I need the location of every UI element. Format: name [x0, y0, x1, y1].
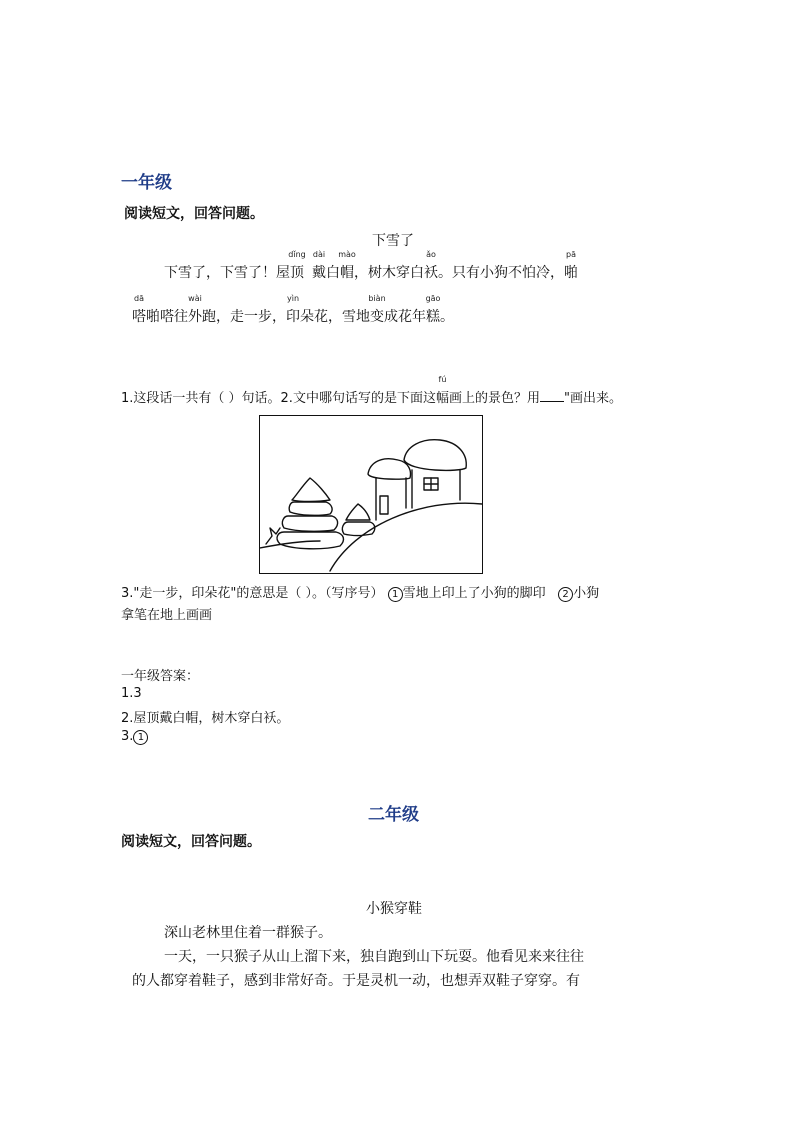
ruby-pa — [564, 250, 578, 282]
question-text: "画出来。 — [563, 391, 622, 406]
text-segment: 。只有小狗不怕冷， — [438, 265, 564, 281]
ruby-char: 顶 — [290, 265, 304, 281]
ruby-gao — [425, 294, 441, 326]
question-text: 画上的景色？用 — [448, 391, 540, 406]
answer-2: 2.屋顶戴白帽，树木穿白袄。 — [121, 711, 290, 726]
pinyin: pā — [566, 250, 576, 259]
pinyin: dài — [312, 250, 326, 259]
ruby-char: 袄 — [424, 265, 438, 281]
snow-scene-illustration — [259, 415, 483, 574]
snow-scene-drawing — [260, 416, 482, 573]
ruby-char: 印 — [286, 309, 300, 325]
answers-label: 一年级答案： — [121, 669, 200, 684]
question-3 — [121, 582, 599, 602]
grade2-heading: 二年级 — [368, 805, 419, 825]
question-1-2 — [121, 375, 622, 406]
ruby-bian — [368, 294, 386, 326]
grade1-heading: 一年级 — [121, 173, 172, 193]
ruby-char: 帽 — [340, 265, 354, 281]
ruby-char: 啪 — [564, 265, 578, 281]
ruby-ding — [288, 250, 306, 282]
answer-3-marker: 1 — [133, 730, 148, 745]
text-segment: ，树木穿白 — [354, 265, 424, 281]
option-2-text: 小狗 — [573, 586, 600, 601]
text-segment: 成花年 — [384, 309, 426, 325]
grade1-instruction: 阅读短文，回答问题。 — [124, 206, 264, 222]
story1-line2 — [132, 294, 672, 330]
underline-blank — [540, 389, 564, 402]
story1-title: 下雪了 — [372, 233, 414, 249]
pinyin: yìn — [286, 294, 300, 303]
pinyin: biàn — [368, 294, 386, 303]
text-segment: 白 — [326, 265, 340, 281]
answer-3 — [121, 729, 148, 745]
ruby-char: 幅 — [435, 391, 449, 406]
ruby-char: 变 — [370, 309, 384, 325]
pinyin: wài — [188, 294, 202, 303]
pinyin: gāo — [425, 294, 441, 303]
pinyin: fú — [438, 375, 447, 384]
text-segment: 朵花，雪地 — [300, 309, 370, 325]
ruby-ao — [424, 250, 438, 282]
ruby-wai — [188, 294, 202, 326]
option-1-text: 雪地上印上了小狗的脚印 — [402, 586, 546, 601]
question-3-line2: 拿笔在地上画画 — [121, 608, 213, 623]
story2-paragraph-1: 深山老林里住着一群猴子。 — [164, 925, 332, 941]
answer-prefix: 3. — [121, 729, 134, 744]
ruby-mao — [338, 250, 356, 282]
ruby-fu — [435, 375, 449, 406]
story2-title: 小猴穿鞋 — [366, 901, 422, 917]
text-segment: 下雪了，下雪了！屋 — [164, 265, 290, 281]
text-segment: 。 — [440, 309, 454, 325]
answer-1: 1.3 — [121, 686, 142, 701]
ruby-char: 糕 — [426, 309, 440, 325]
ruby-da — [132, 294, 146, 326]
question-text: 3."走一步，印朵花"的意思是（ ）。（写序号） — [121, 586, 384, 601]
ruby-char: 嗒 — [132, 309, 146, 325]
ruby-char: 外 — [188, 309, 202, 325]
text-segment: 啪嗒往 — [146, 309, 188, 325]
option-1-marker: 1 — [388, 587, 403, 602]
pinyin: ǎo — [426, 250, 436, 259]
ruby-char: 戴 — [312, 265, 326, 281]
pinyin: mào — [338, 250, 356, 259]
text-segment: 跑，走一步， — [202, 309, 286, 325]
pinyin: dā — [134, 294, 144, 303]
ruby-dai — [312, 250, 326, 282]
story2-paragraph-2: 一天，一只猴子从山上溜下来，独自跑到山下玩耍。他看见来来往往 — [164, 949, 584, 965]
question-text: 1.这段话一共有（ ）句话。2.文中哪句话写的是下面这 — [121, 391, 436, 406]
option-2-marker: 2 — [558, 587, 573, 602]
ruby-yin — [286, 294, 300, 326]
grade2-instruction: 阅读短文，回答问题。 — [121, 834, 261, 850]
pinyin: dǐng — [288, 250, 306, 259]
story1-line1 — [164, 250, 684, 286]
story2-paragraph-3: 的人都穿着鞋子，感到非常好奇。于是灵机一动，也想弄双鞋子穿穿。有 — [132, 973, 580, 989]
